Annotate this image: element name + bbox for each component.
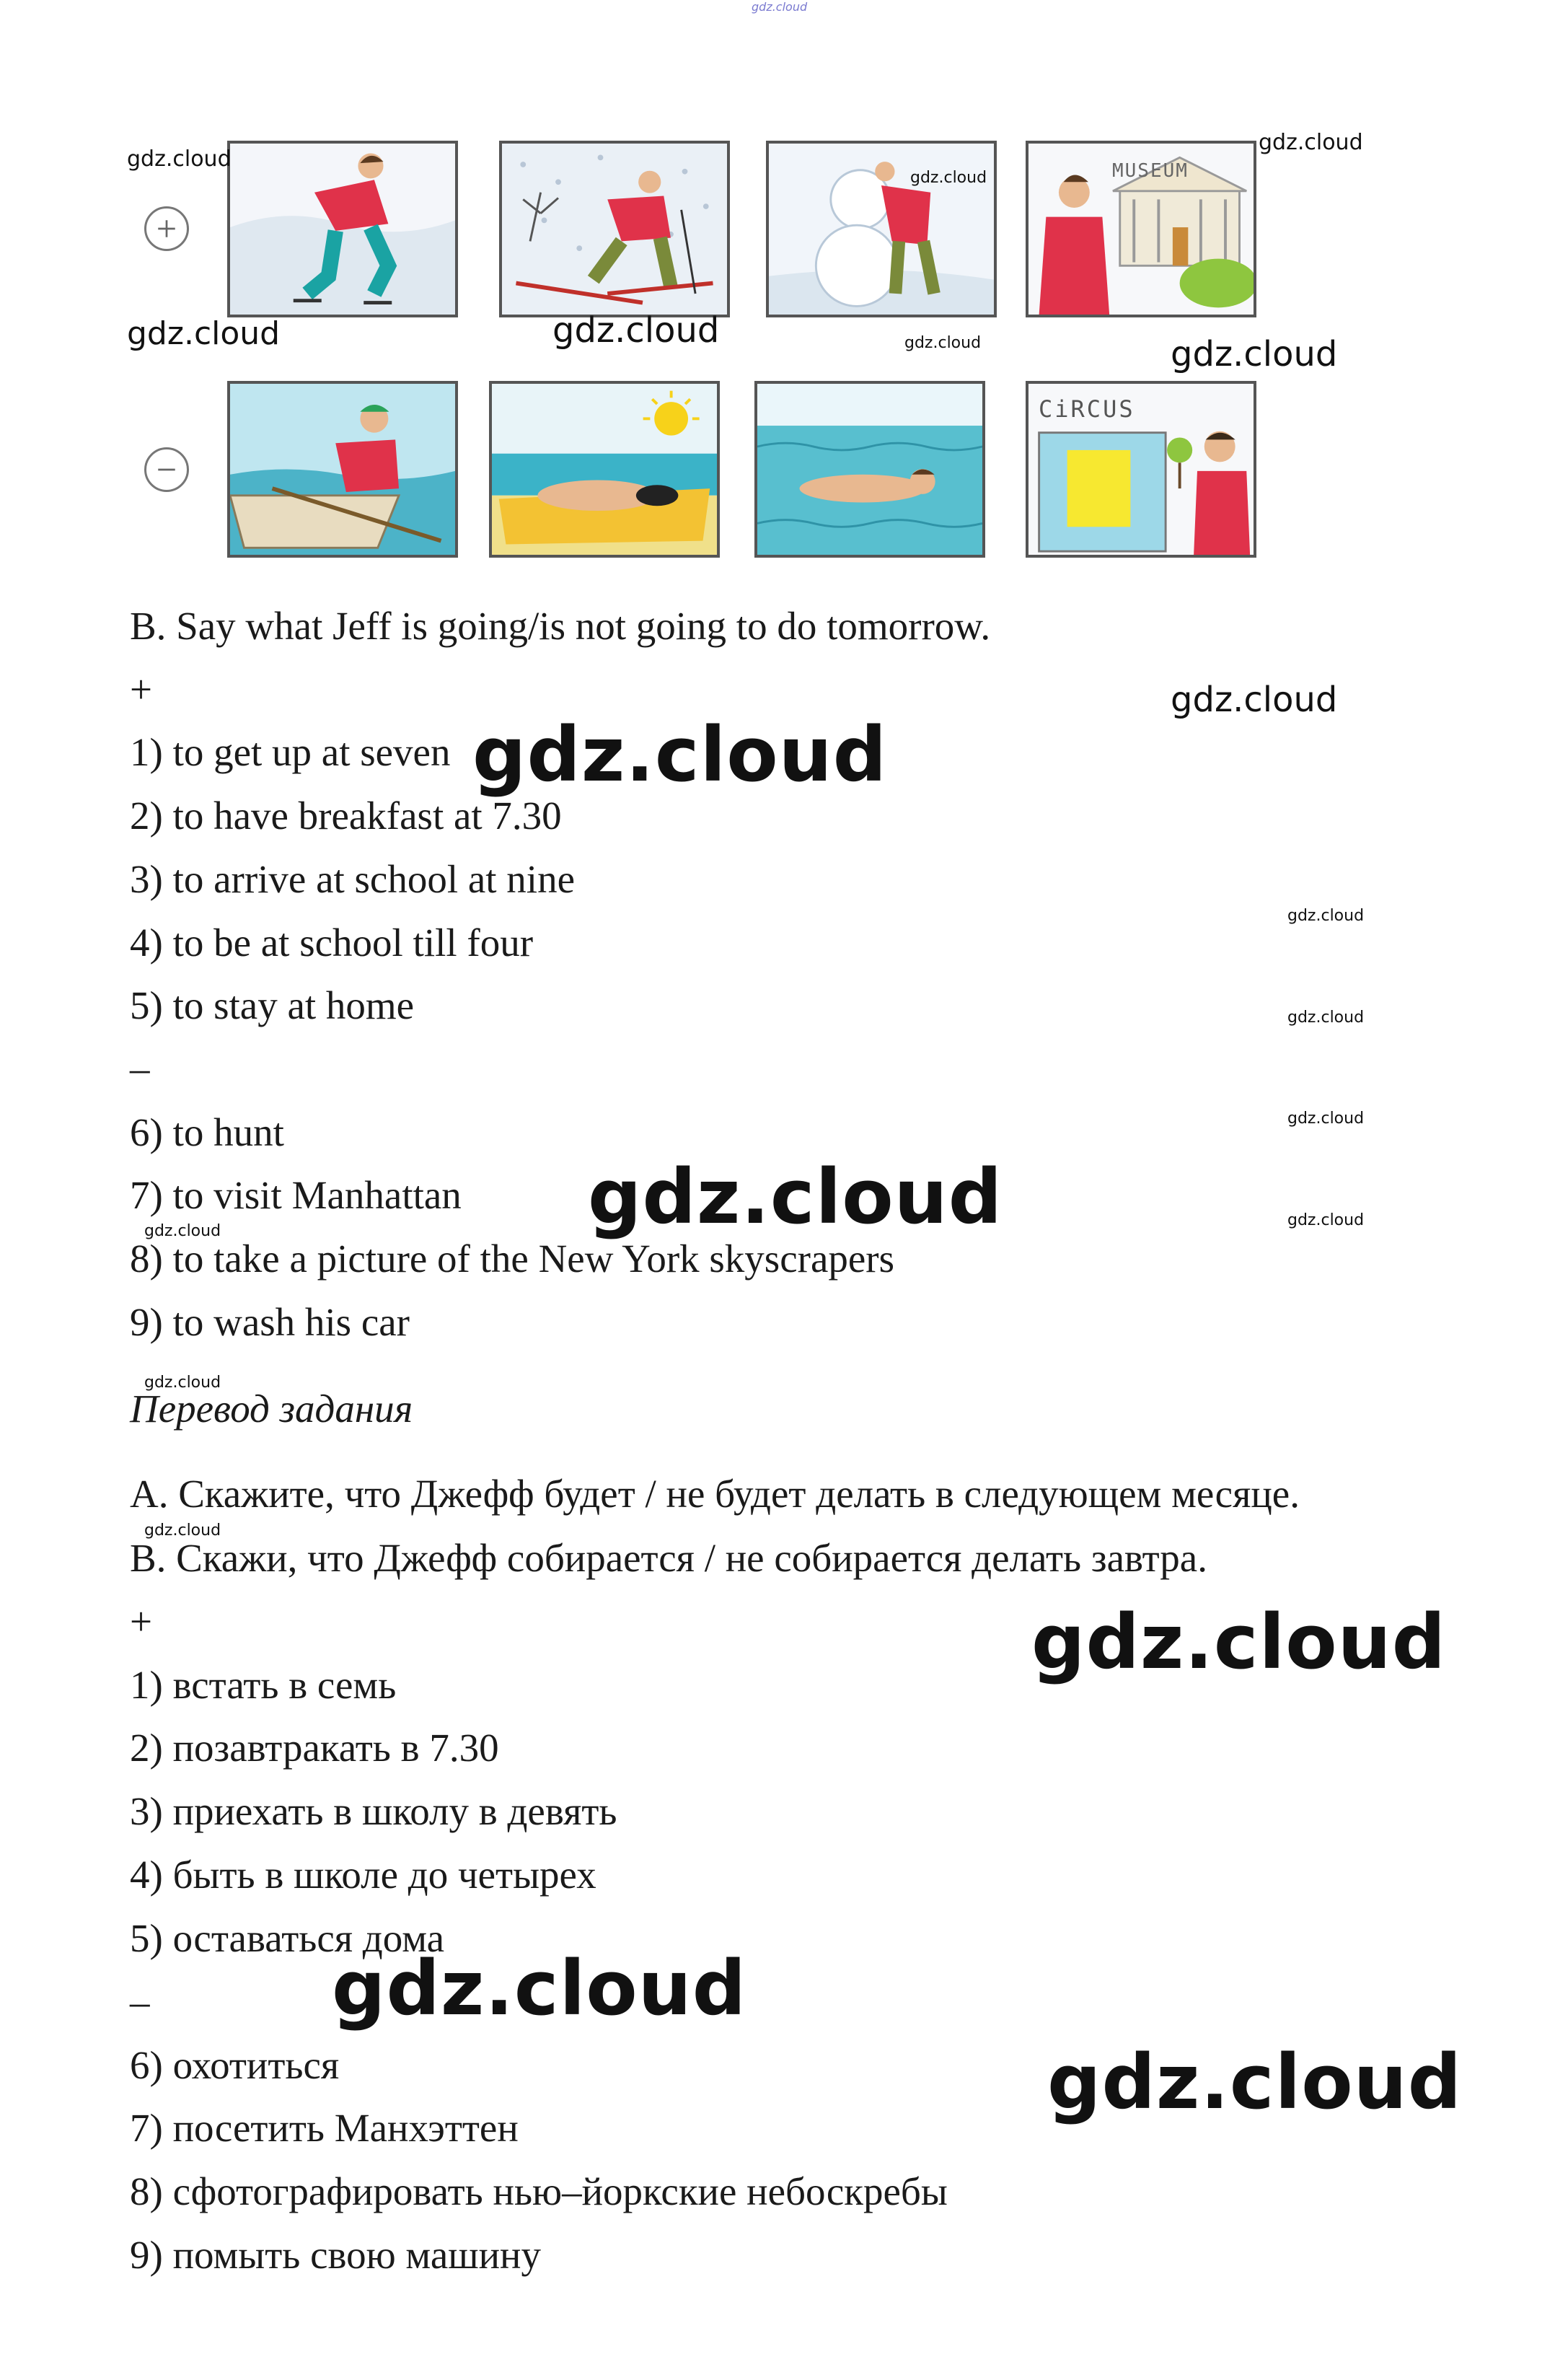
circus-sign: CiRCUS: [1039, 395, 1135, 423]
plus-circle-icon: [144, 206, 189, 251]
watermark: gdz.cloud: [144, 1521, 221, 1540]
picture-rowing: [227, 381, 458, 558]
list-item: 6) охотиться: [130, 2043, 340, 2087]
picture-skiing: [499, 141, 730, 317]
list-item: 5) оставаться дома: [130, 1916, 445, 1960]
museum-sign: MUSEUM: [1112, 160, 1189, 182]
watermark: gdz.cloud: [144, 1374, 221, 1392]
list-item: 7) посетить Манхэттен: [130, 2106, 519, 2150]
watermark: gdz.cloud: [910, 169, 987, 187]
list-item: 3) to arrive at school at nine: [130, 857, 576, 901]
translation-task-b: B. Скажи, что Джефф собирается / не собирается делать завтра.: [130, 1536, 1207, 1580]
watermark: gdz.cloud: [127, 315, 281, 352]
list-item: 1) to get up at seven: [130, 730, 451, 774]
watermark: gdz.cloud: [588, 1153, 1003, 1241]
list-item: 3) приехать в школу в девять: [130, 1789, 617, 1833]
watermark: gdz.cloud: [144, 1222, 221, 1240]
list-item: 8) сфотографировать нью–йоркские небоскребы: [130, 2169, 948, 2213]
plus-label: +: [130, 1599, 153, 1643]
translation-heading: Перевод задания: [130, 1387, 413, 1431]
list-item: 1) встать в семь: [130, 1663, 397, 1707]
watermark: gdz.cloud: [127, 146, 232, 172]
watermark: gdz.cloud: [1047, 2038, 1463, 2126]
list-item: 2) to have breakfast at 7.30: [130, 794, 562, 838]
watermark: gdz.cloud: [1287, 907, 1365, 925]
list-item: 8) to take a picture of the New York skyscrapers: [130, 1237, 894, 1281]
watermark: gdz.cloud: [1287, 1110, 1365, 1128]
list-item: 9) помыть свою машину: [130, 2233, 541, 2277]
list-item: 6) to hunt: [130, 1110, 284, 1154]
watermark: gdz.cloud: [1259, 130, 1363, 155]
list-item: 7) to visit Manhattan: [130, 1173, 462, 1217]
translation-task-a: A. Скажите, что Джефф будет / не будет делать в следующем месяце.: [130, 1472, 1300, 1516]
watermark: gdz.cloud: [1287, 1211, 1365, 1229]
watermark: gdz.cloud: [1171, 334, 1338, 374]
watermark: gdz.cloud: [472, 711, 888, 799]
minus-label: –: [130, 1980, 150, 2024]
minus-circle-icon: [144, 447, 189, 492]
watermark: gdz.cloud: [1031, 1598, 1447, 1686]
minus-label: –: [130, 1046, 150, 1090]
picture-swimming: [754, 381, 985, 558]
picture-skating: [227, 141, 458, 317]
watermark-top: gdz.cloud: [752, 0, 808, 14]
plus-label: +: [130, 667, 153, 711]
watermark: gdz.cloud: [1171, 680, 1338, 720]
picture-snowman: [766, 141, 997, 317]
list-item: 4) to be at school till four: [130, 921, 534, 965]
list-item: 9) to wash his car: [130, 1300, 410, 1344]
watermark: gdz.cloud: [332, 1944, 747, 2032]
list-item: 5) to stay at home: [130, 983, 415, 1027]
list-item: 4) быть в школе до четырех: [130, 1853, 596, 1897]
task-b-title: B. Say what Jeff is going/is not going to do tomorrow.: [130, 604, 991, 648]
list-item: 2) позавтракать в 7.30: [130, 1726, 499, 1770]
watermark: gdz.cloud: [1287, 1009, 1365, 1027]
watermark: gdz.cloud: [904, 334, 982, 352]
picture-sunbathing: [489, 381, 720, 558]
watermark: gdz.cloud: [552, 310, 720, 351]
